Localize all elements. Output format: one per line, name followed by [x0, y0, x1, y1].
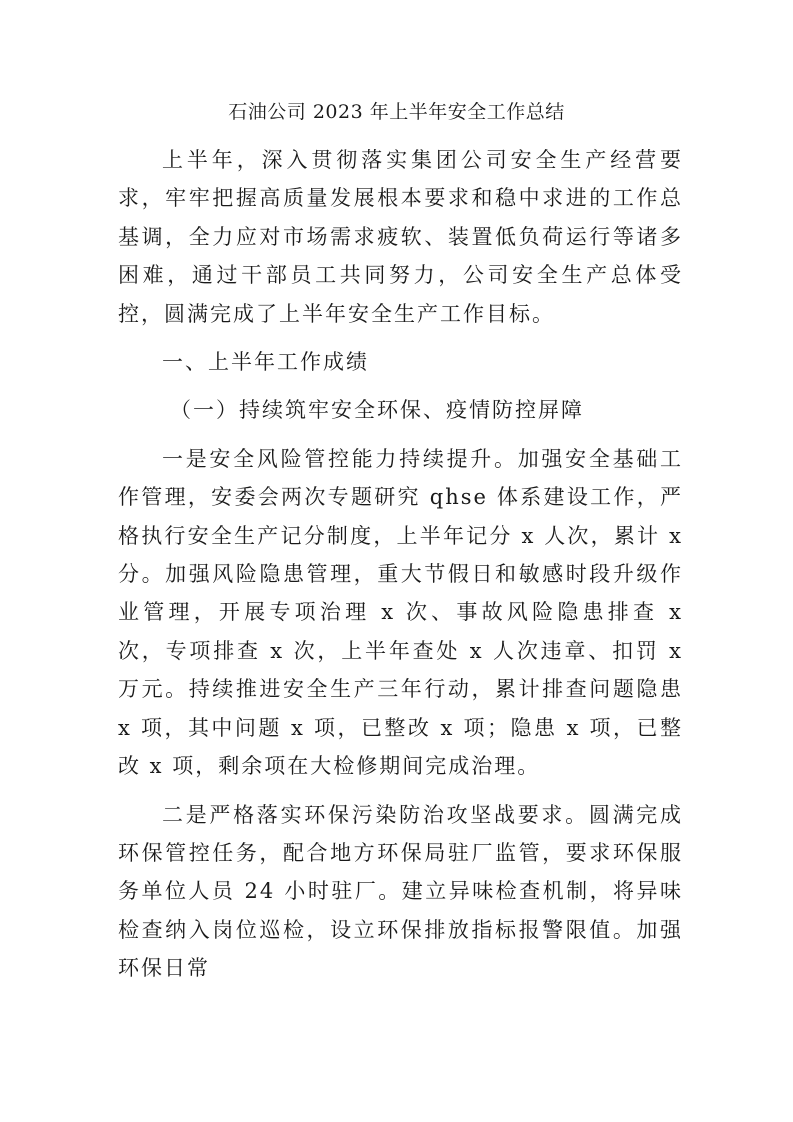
- section-heading: 一、上半年工作成绩: [162, 350, 369, 375]
- body-paragraph-environmental: 二是严格落实环保污染防治攻坚战要求。圆满完成环保管控任务，配合地方环保局驻厂监管，要求环保服务单位人员 24 小时驻厂。建立异味检查机制，将异味检查纳入岗位巡检，设立环保排放指标报警限值。加强环保日常: [118, 802, 683, 981]
- intro-paragraph: 上半年，深入贯彻落实集团公司安全生产经营要求，牢牢把握高质量发展根本要求和稳中求进的工作总基调，全力应对市场需求疲软、装置低负荷运行等诸多困难，通过干部员工共同努力，公司安全生产总体受控，圆满完成了上半年安全生产工作目标。: [118, 148, 683, 326]
- document-title: 石油公司 2023 年上半年安全工作总结: [228, 101, 565, 123]
- document-body: [118, 141, 683, 988]
- subsection-heading: （一）持续筑牢安全环保、疫情防控屏障: [170, 398, 584, 423]
- body-paragraph-risk-control: 一是安全风险管控能力持续提升。加强安全基础工作管理，安委会两次专题研究 qhse 体系建设工作，严格执行安全生产记分制度，上半年记分 x 人次，累计 x 分。加强风险隐患管理，重大节假日和敏感时段升级作业管理，开展专项治理 x 次、事故风险隐患排查 x 次，专项排查 x 次，上半年查处 x 人次违章、扣罚 x 万元。持续推进安全生产三年行动，累计排查问题隐患 x 项，其中问题 x 项，已整改 x 项；隐患 x 项，已整改 x 项，剩余项在大检修期间完成治理。: [118, 446, 683, 779]
